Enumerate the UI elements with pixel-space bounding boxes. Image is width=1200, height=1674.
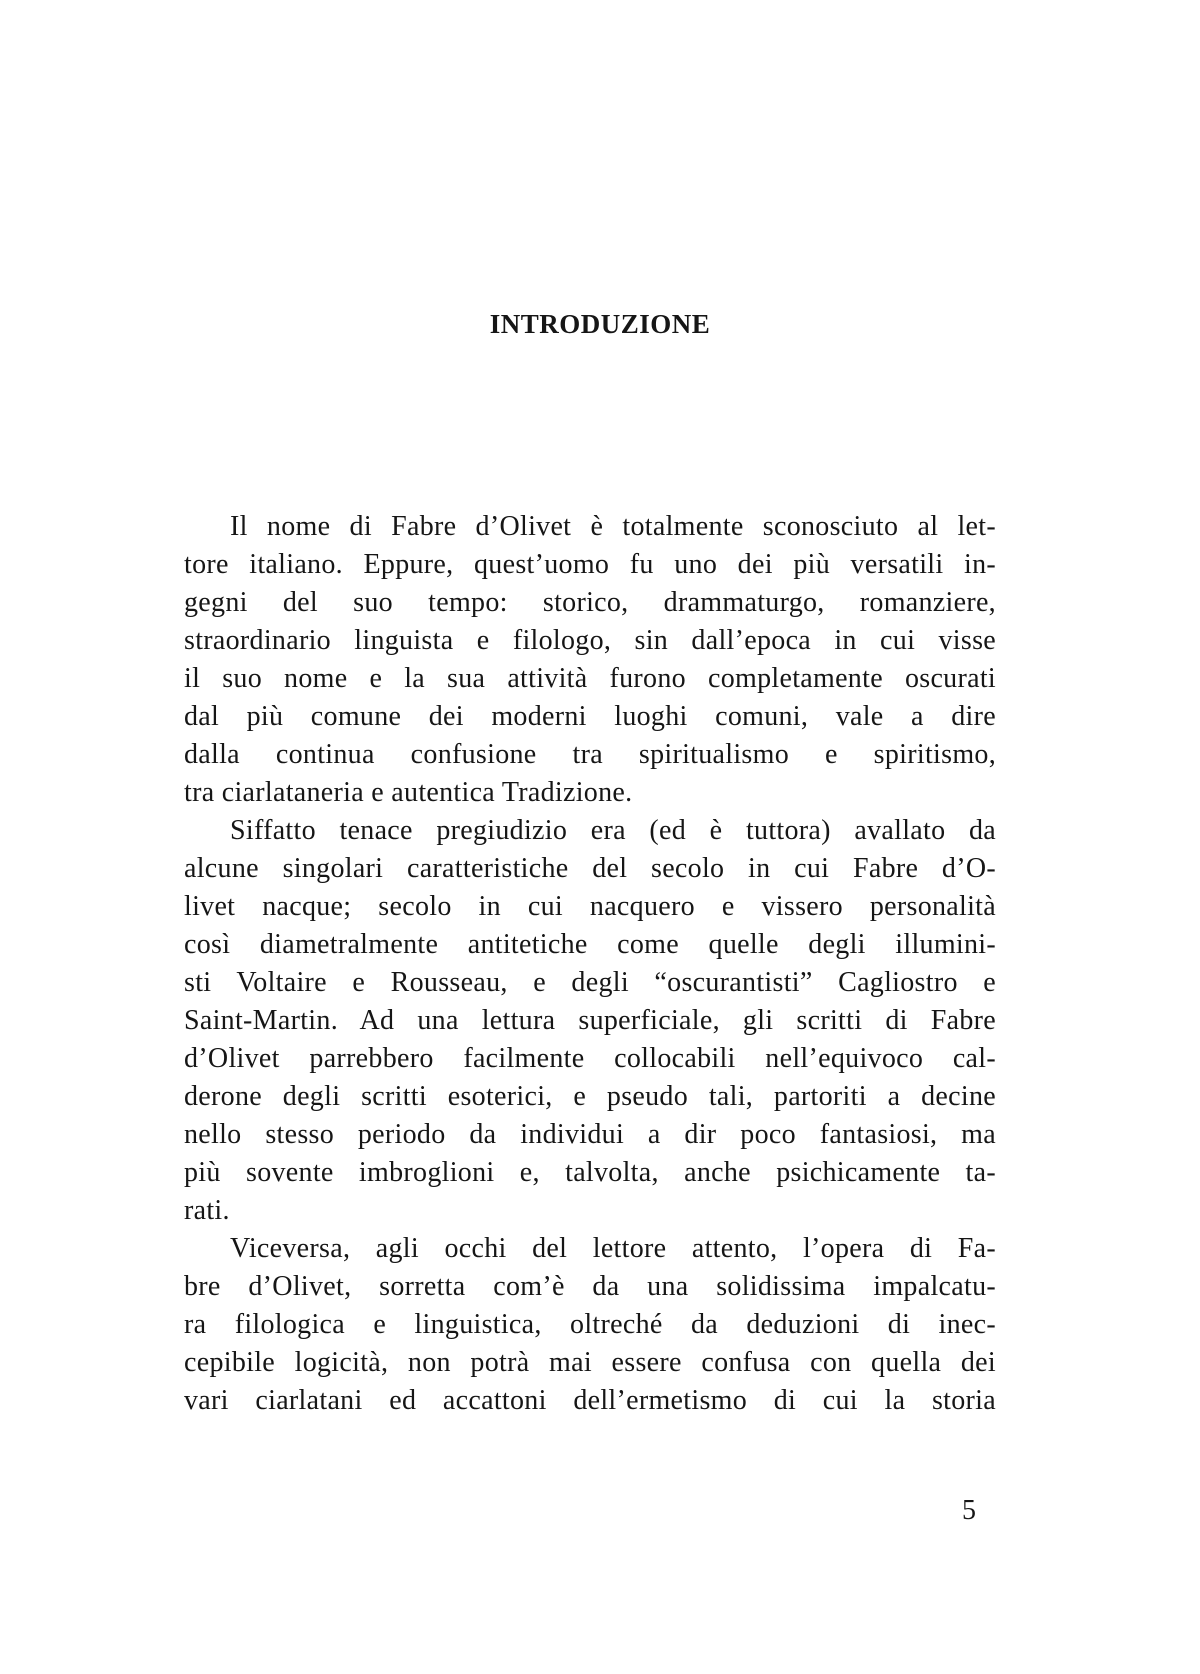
text-line: vari ciarlatani ed accattoni dell’ermetismo di cui la storia [184, 1385, 996, 1416]
text-line: Saint-Martin. Ad una lettura superficiale, gli scritti di Fabre [184, 1005, 996, 1036]
text-line: livet nacque; secolo in cui nacquero e vissero personalità [184, 891, 996, 922]
text-line: derone degli scritti esoterici, e pseudo tali, partoriti a decine [184, 1081, 996, 1112]
text-line: Siffatto tenace pregiudizio era (ed è tuttora) avallato da [230, 815, 996, 846]
text-line: tra ciarlataneria e autentica Tradizione. [184, 777, 633, 808]
text-line: straordinario linguista e filologo, sin dall’epoca in cui visse [184, 625, 996, 656]
text-line: cepibile logicità, non potrà mai essere confusa con quella dei [184, 1347, 996, 1378]
paragraph-1 [184, 508, 996, 812]
text-line: sti Voltaire e Rousseau, e degli “oscurantisti” Cagliostro e [184, 967, 996, 998]
text-line: più sovente imbroglioni e, talvolta, anche psichicamente ta- [184, 1157, 996, 1188]
paragraph-3 [184, 1230, 996, 1420]
text-line: il suo nome e la sua attività furono completamente oscurati [184, 663, 996, 694]
text-line: dalla continua confusione tra spiritualismo e spiritismo, [184, 739, 996, 770]
text-line: tore italiano. Eppure, quest’uomo fu uno dei più versatili in- [184, 549, 996, 580]
paragraph-2 [184, 812, 996, 1230]
text-line: dal più comune dei moderni luoghi comuni, vale a dire [184, 701, 996, 732]
text-line: nello stesso periodo da individui a dir poco fantasiosi, ma [184, 1119, 996, 1150]
text-line: ra filologica e linguistica, oltreché da deduzioni di inec- [184, 1309, 996, 1340]
body-text [184, 508, 996, 1420]
page-number: 5 [962, 1495, 976, 1526]
text-line: Il nome di Fabre d’Olivet è totalmente sconosciuto al let- [230, 511, 996, 542]
text-line: gegni del suo tempo: storico, drammaturgo, romanziere, [184, 587, 996, 618]
text-line: d’Olivet parrebbero facilmente collocabili nell’equivoco cal- [184, 1043, 996, 1074]
text-line: così diametralmente antitetiche come quelle degli illumini- [184, 929, 996, 960]
text-line: alcune singolari caratteristiche del secolo in cui Fabre d’O- [184, 853, 996, 884]
chapter-heading: INTRODUZIONE [489, 309, 711, 339]
text-line: rati. [184, 1195, 230, 1226]
text-line: bre d’Olivet, sorretta com’è da una solidissima impalcatu- [184, 1271, 996, 1302]
text-line: Viceversa, agli occhi del lettore attento, l’opera di Fa- [230, 1233, 996, 1264]
